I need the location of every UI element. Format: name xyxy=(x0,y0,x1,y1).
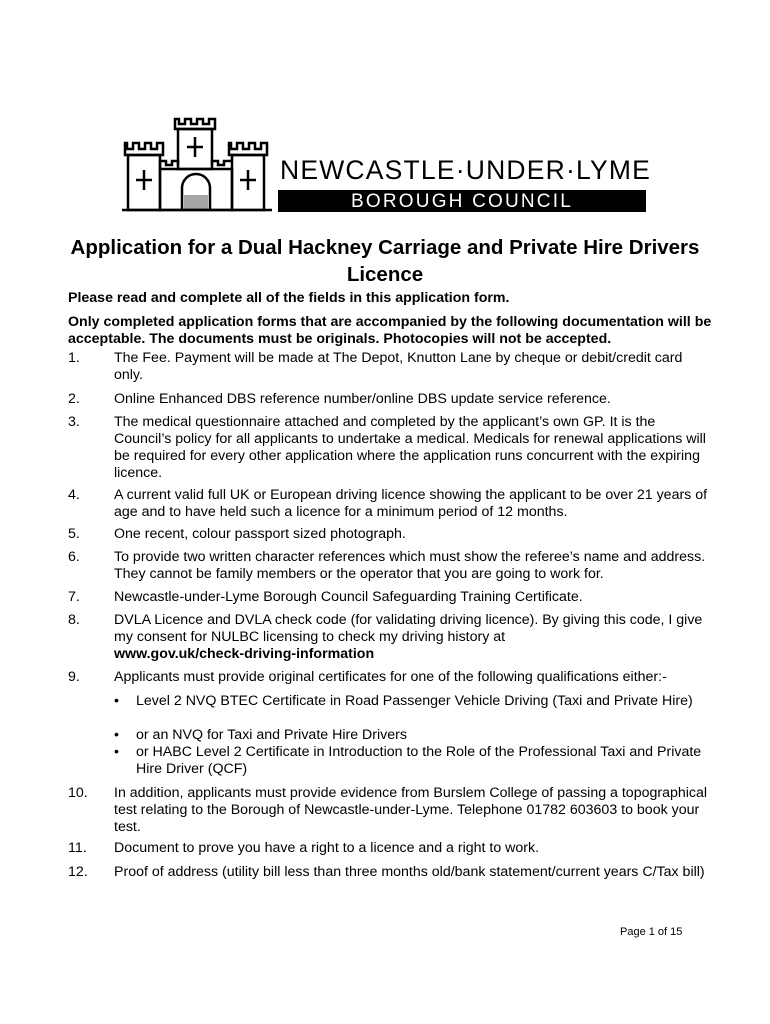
item-number: 10. xyxy=(68,785,88,801)
item-text: Document to prove you have a right to a licence and a right to work. xyxy=(114,840,540,856)
item-number: 3. xyxy=(68,414,80,430)
bullet-dot: • xyxy=(114,744,119,760)
list-item xyxy=(68,526,718,543)
page-number: Page 1 of 15 xyxy=(620,926,683,938)
driving-info-link[interactable]: www.gov.uk/check-driving-information xyxy=(114,646,375,662)
item-text: Online Enhanced DBS reference number/online DBS update service reference. xyxy=(114,391,611,407)
list-item xyxy=(68,414,718,482)
item-number: 12. xyxy=(68,864,88,880)
list-item xyxy=(68,612,718,663)
bullet-dot: • xyxy=(114,727,119,743)
item-number: 2. xyxy=(68,391,80,407)
list-item xyxy=(68,391,718,408)
bullet-text: or an NVQ for Taxi and Private Hire Drivers xyxy=(136,727,407,743)
item-number: 11. xyxy=(68,840,87,856)
documentation-notice: Only completed application forms that are accompanied by the following documentation will be acceptable. The documents must be originals. Photocopies will not be accepted. xyxy=(68,314,712,347)
list-item xyxy=(68,589,718,606)
item-text: Newcastle-under-Lyme Borough Council Safeguarding Training Certificate. xyxy=(114,589,583,605)
list-item xyxy=(68,669,718,686)
item-number: 8. xyxy=(68,612,80,628)
item-number: 1. xyxy=(68,350,80,366)
council-logo xyxy=(120,115,660,225)
council-name-line1: NEWCASTLE·UNDER·LYME xyxy=(280,155,651,185)
qualification-bullet xyxy=(114,744,714,778)
list-item xyxy=(68,549,718,583)
item-text: The Fee. Payment will be made at The Depot, Knutton Lane by cheque or debit/credit card only. xyxy=(114,350,683,383)
document-title: Application for a Dual Hackney Carriage and Private Hire Drivers Licence xyxy=(70,236,700,286)
bullet-text: Level 2 NVQ BTEC Certificate in Road Passenger Vehicle Driving (Taxi and Private Hire) xyxy=(136,693,693,709)
bullet-dot: • xyxy=(114,693,119,709)
council-name-line2: BOROUGH COUNCIL xyxy=(278,190,646,212)
list-item xyxy=(68,487,718,521)
item-text-body: DVLA Licence and DVLA check code (for validating driving licence). By giving this code, I give my consent for NULBC licensing to check my driving history at xyxy=(114,612,703,645)
item-number: 4. xyxy=(68,487,80,503)
item-text: The medical questionnaire attached and completed by the applicant’s own GP. It is the Council’s policy for all applicants to undertake a medical. Medicals for renewal applications will be required for every other application where the application runs concurrent with the expiring licence. xyxy=(114,414,706,481)
item-number: 5. xyxy=(68,526,80,542)
list-item xyxy=(68,840,718,857)
castle-icon xyxy=(120,115,280,225)
item-text: Proof of address (utility bill less than three months old/bank statement/current years C/Tax bill) xyxy=(114,864,705,880)
bullet-text: or HABC Level 2 Certificate in Introduction to the Role of the Professional Taxi and Private Hire Driver (QCF) xyxy=(136,744,702,777)
item-number: 9. xyxy=(68,669,80,685)
qualification-bullet xyxy=(114,727,714,744)
item-text: In addition, applicants must provide evidence from Burslem College of passing a topographical test relating to the Borough of Newcastle-under-Lyme. Telephone 01782 603603 to book your test. xyxy=(114,785,708,835)
item-text: One recent, colour passport sized photograph. xyxy=(114,526,406,542)
item-text: Applicants must provide original certificates for one of the following qualifications either:- xyxy=(114,669,667,685)
item-text xyxy=(114,612,714,663)
list-item xyxy=(68,350,718,384)
list-item xyxy=(68,864,718,881)
item-text: A current valid full UK or European driving licence showing the applicant to be over 21 years of age and to have held such a licence for a minimum period of 12 months. xyxy=(114,487,708,520)
item-number: 7. xyxy=(68,589,80,605)
item-text: To provide two written character references which must show the referee’s name and address. They cannot be family members or the operator that you are going to work for. xyxy=(114,549,706,582)
intro-instruction: Please read and complete all of the fields in this application form. xyxy=(68,290,510,306)
qualification-bullet xyxy=(114,693,714,710)
item-number: 6. xyxy=(68,549,80,565)
list-item xyxy=(68,785,718,836)
